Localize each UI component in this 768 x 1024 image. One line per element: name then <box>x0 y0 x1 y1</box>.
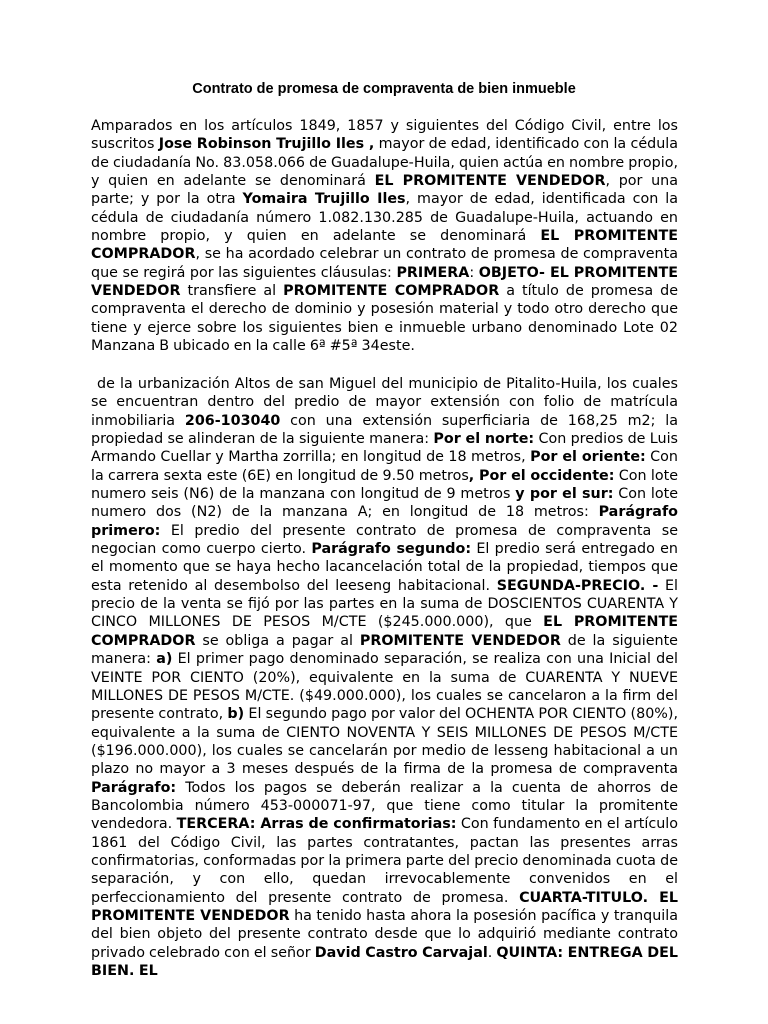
bold-text-run: Parágrafo primero: <box>91 504 678 539</box>
bold-text-run: CUARTA-TITULO. EL PROMITENTE VENDEDOR <box>91 889 678 924</box>
text-run: , por una parte; y por la otra <box>91 173 678 208</box>
bold-text-run: David Castro Carvajal <box>314 944 488 961</box>
text-run: Con la carrera sexta este (6E) en longitud de 9.50 metros <box>91 449 678 484</box>
text-run: : <box>469 264 479 281</box>
bold-text-run: QUINTA: ENTREGA DEL BIEN. EL <box>91 944 678 979</box>
text-run: El precio de la venta se fijó por las partes en la suma de DOSCIENTOS CUARENTA Y CINCO MILLONES DE PESOS M/CTE ($245.000.000), que <box>91 577 678 631</box>
bold-text-run: EL PROMITENTE VENDEDOR <box>374 173 606 190</box>
text-run: El predio del presente contrato de promesa de compraventa se negocian como cuerpo cierto. <box>91 522 678 558</box>
paragraph-2 <box>91 375 678 980</box>
bold-text-run: Parágrafo segundo: <box>311 541 472 558</box>
text-run: se obliga a pagar al <box>195 632 360 649</box>
text-run: Con fundamento en el artículo 1861 del Código Civil, las partes contratantes, pactan las presentes arras confirmatorias, conformadas por la primera parte del precio denominada cuota de separación, y con ello, quedan irrevocablemente convenidos en el perfeccionamiento del presente contrato de promesa. <box>91 816 678 906</box>
text-run: mayor de edad, identificado con la cédula de ciudadanía No. 83.058.066 de Guadalupe-Huila, quien actúa en nombre propio, y quien en adelante se denominará <box>91 136 678 190</box>
text-run: Amparados en los artículos 1849, 1857 y siguientes del Código Civil, entre los suscritos <box>91 118 678 153</box>
text-run: Con lote numero seis (N6) de la manzana con longitud de 9 metros <box>91 467 678 503</box>
bold-text-run: PRIMERA <box>396 264 470 281</box>
bold-text-run: EL PROMITENTE COMPRADOR <box>91 228 678 263</box>
text-run: de la urbanización Altos de san Miguel del municipio de Pitalito-Huila, los cuales se encuentran dentro del predio de mayor extensión con folio de matrícula inmobiliaria <box>91 376 678 429</box>
bold-text-run: y por el sur: <box>515 486 614 503</box>
text-run: , mayor de edad, identificada con la cédula de ciudadanía número 1.082.130.285 de Guadalupe-Huila, actuando en nombre propio, y quien en adelante se denominará <box>91 191 678 245</box>
text-run: ha tenido hasta ahora la posesión pacífica y tranquila del bien objeto del presente contrato desde que lo adquirió mediante contrato privado celebrado con el señor <box>91 907 678 961</box>
text-run: Todos los pagos se deberán realizar a la cuenta de ahorros de Bancolombia número 453-000071-97, que tiene como titular la promitente vendedora. <box>91 779 678 833</box>
bold-text-run: PROMITENTE COMPRADOR <box>283 283 500 300</box>
bold-text-run: Por el oriente: <box>530 449 646 466</box>
bold-text-run: a) <box>156 651 173 668</box>
bold-text-run: , Por el occidente: <box>468 467 615 484</box>
text-run: El predio será entregado en el momento que se haya hecho lacancelación total de la propiedad, tiempos que esta retenido al desembolso del leeseng habitacional. <box>91 541 678 594</box>
text-run: El segundo pago por valor del OCHENTA POR CIENTO (80%), equivalente a la suma de CIENTO NOVENTA Y SEIS MILLONES DE PESOS M/CTE ($196.000.000), los cuales se cancelarán por medio de lesseng habitacional a un plazo no mayor a 3 meses después de la firma de la promesa de compraventa <box>91 706 678 778</box>
bold-text-run: PROMITENTE VENDEDOR <box>359 632 561 649</box>
paragraph-1 <box>91 117 678 355</box>
bold-text-run: EL PROMITENTE COMPRADOR <box>91 614 679 649</box>
bold-text-run: Yomaira Trujillo Iles <box>242 191 406 208</box>
text-run: Con predios de Luis Armando Cuellar y Martha zorrilla; en longitud de 18 metros, <box>91 431 678 466</box>
bold-text-run: b) <box>227 706 245 723</box>
text-run: . <box>487 944 497 961</box>
bold-text-run: 206-103040 <box>184 412 281 429</box>
bold-text-run: TERCERA: Arras de confirmatorias: <box>176 816 457 833</box>
text-run: transfiere al <box>180 283 284 300</box>
text-run: , se ha acordado celebrar un contrato de promesa de compraventa que se regirá por las siguientes cláusulas: <box>91 246 678 281</box>
document-title: Contrato de promesa de compraventa de bien inmueble <box>192 81 576 97</box>
bold-text-run: Jose Robinson Trujillo Iles , <box>158 136 375 153</box>
bold-text-run: OBJETO- EL PROMITENTE VENDEDOR <box>91 264 678 300</box>
text-run: a título de promesa de compraventa el derecho de dominio y posesión material y todo otro derecho que tiene y ejerce sobre los siguientes bien e inmueble urbano denominado Lote 02 Manzana B ubicado en la calle 6ª #5ª 34este. <box>91 283 678 355</box>
bold-text-run: SEGUNDA-PRECIO. - <box>496 577 659 594</box>
text-run: El primer pago denominado separación, se realiza con una Inicial del VEINTE POR CIENTO (20%), equivalente en la suma de CUARENTA Y NUEVE MILLONES DE PESOS M/CTE. ($49.000.000), los cuales se cancelaron a la firm del presente contrato, <box>91 651 678 723</box>
bold-text-run: Por el norte: <box>433 431 535 448</box>
text-run: con una extensión superficiaria de 168,25 m2; la propiedad se alinderan de la siguiente manera: <box>91 412 679 448</box>
bold-text-run: Parágrafo: <box>91 779 177 796</box>
text-run: de la siguiente manera: <box>91 632 678 668</box>
text-run: Con lote numero dos (N2) de la manzana A; en longitud de 18 metros: <box>91 486 678 521</box>
